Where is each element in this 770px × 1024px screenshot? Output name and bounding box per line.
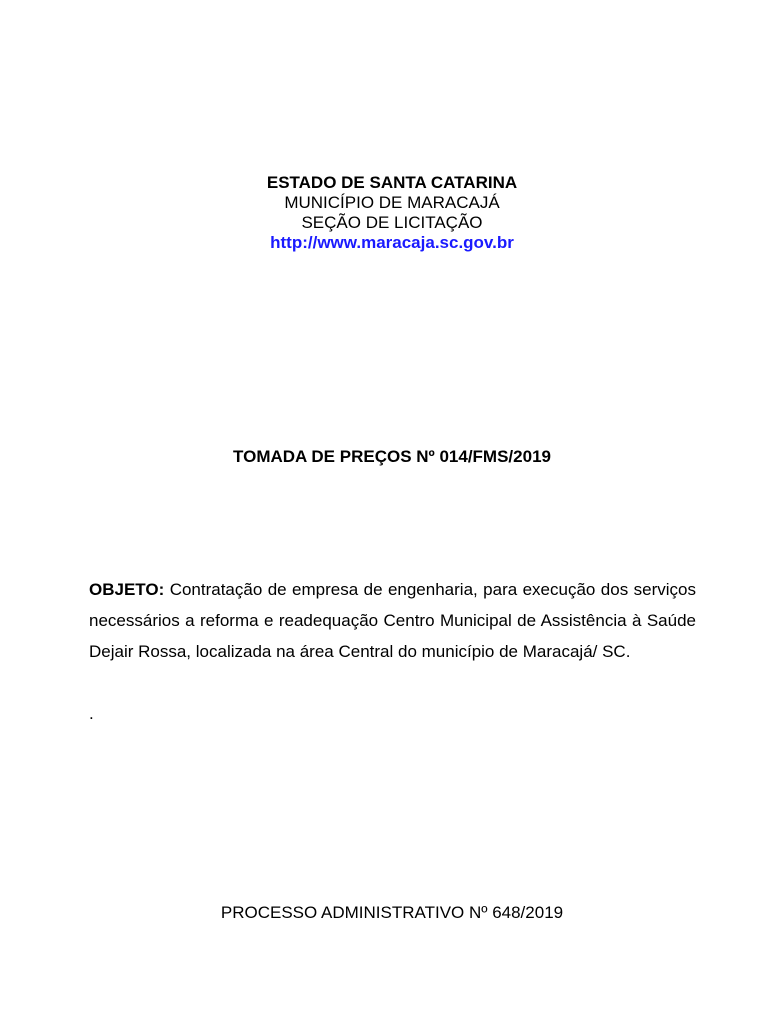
objeto-label: OBJETO: [89, 580, 165, 599]
website-link[interactable]: http://www.maracaja.sc.gov.br [270, 233, 514, 252]
section-name: SEÇÃO DE LICITAÇÃO [301, 213, 483, 232]
municipality-name: MUNICÍPIO DE MARACAJÁ [284, 193, 500, 212]
objeto-paragraph [89, 574, 696, 667]
process-number: PROCESSO ADMINISTRATIVO Nº 648/2019 [220, 903, 564, 922]
objeto-text: Contratação de empresa de engenharia, para execução dos serviços necessários a reforma e readequação Centro Municipal de Assistência à Saúde Dejair Rossa, localizada na área Central do município de Maracajá/ SC. [89, 580, 696, 661]
document-header [0, 173, 770, 253]
separator-dot: . [89, 704, 94, 723]
state-name: ESTADO DE SANTA CATARINA [266, 173, 518, 192]
document-title: TOMADA DE PREÇOS Nº 014/FMS/2019 [233, 447, 551, 466]
